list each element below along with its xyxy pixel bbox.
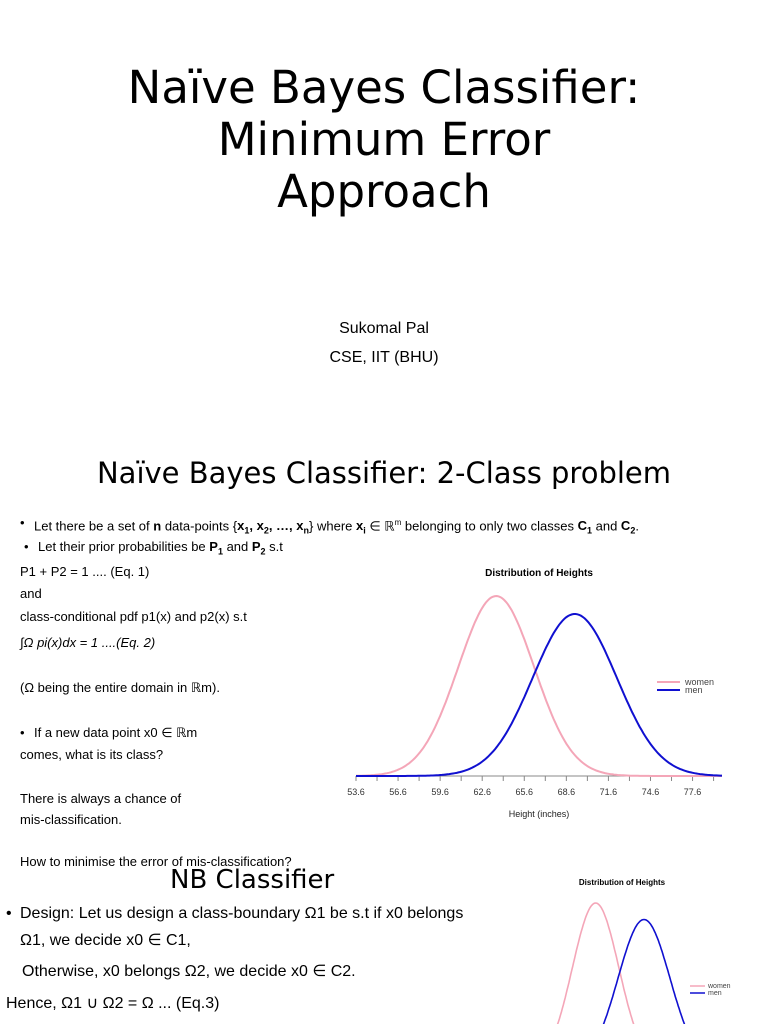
- design-bullet: • Design: Let us design a class-boundary Ω1 be s.t if x0 belongs: [6, 905, 464, 922]
- and-line: and: [20, 586, 42, 601]
- bullet-new-point: • If a new data point x0 ∈ ℝm: [34, 724, 197, 741]
- misclass-line: mis-classification.: [20, 812, 122, 827]
- comes-line: comes, what is its class?: [20, 747, 164, 762]
- x-tick-label: 71.6: [599, 787, 618, 797]
- slide1-title: [0, 62, 768, 218]
- x-tick-label: 53.6: [347, 787, 365, 797]
- women-series-line: [356, 596, 722, 776]
- howto-line: How to minimise the error of mis-classification?: [20, 854, 292, 867]
- x-tick-label: 65.6: [515, 787, 534, 797]
- distribution-chart-small: [500, 868, 768, 1024]
- title-line-3: Approach: [277, 165, 491, 218]
- legend2-men-label: men: [708, 990, 722, 997]
- title-line-1: Naïve Bayes Classifier:: [127, 61, 641, 114]
- eq2-line: ∫Ω pi(x)dx = 1 ....(Eq. 2): [20, 635, 156, 650]
- bullet-datapoints: • Let there be a set of n data-points {$x_1$, $x_2$, …, $x_n$} where $x_i$ ∈ ℝ$^m$ belonging to only two classes $C_1$ and $C_2$.: [34, 514, 639, 540]
- x-tick-label: 59.6: [431, 787, 449, 797]
- title-line-2: Minimum Error: [217, 113, 551, 166]
- men-series-line-small: [530, 920, 720, 1024]
- chart2-title: Distribution of Heights: [578, 878, 666, 887]
- x-tick-label: 68.6: [557, 787, 576, 797]
- x-tick-label: 74.6: [641, 787, 660, 797]
- author-name: Sukomal Pal: [339, 320, 429, 337]
- author-affiliation: CSE, IIT (BHU): [329, 349, 439, 366]
- men-series-line: [356, 614, 722, 776]
- women-series-line-small: [530, 903, 720, 1024]
- x-tick-label: 62.6: [473, 787, 491, 797]
- always-line: There is always a chance of: [20, 791, 182, 806]
- hence-line: Hence, Ω1 ∪ Ω2 = Ω ... (Eq.3): [6, 995, 220, 1012]
- legend-women-label: women: [685, 677, 715, 687]
- slide3-title: NB Classifier: [170, 865, 335, 895]
- x-tick-label: 77.6: [683, 787, 702, 797]
- decide-line: Ω1, we decide x0 ∈ C1,: [20, 932, 191, 949]
- x-tick-label: 56.6: [389, 787, 407, 797]
- slide2-title: Naïve Bayes Classifier: 2-Class problem: [96, 456, 672, 490]
- ccpdf-line: class-conditional pdf p1(x) and p2(x) s.t: [20, 609, 247, 624]
- otherwise-line: Otherwise, x0 belongs Ω2, we decide x0 ∈ C2.: [22, 963, 356, 980]
- chart-title: Distribution of Heights: [485, 568, 593, 579]
- omega-note: (Ω being the entire domain in ℝm).: [20, 680, 220, 695]
- distribution-chart: [330, 560, 740, 830]
- bullet-priors: • Let their prior probabilities be $P_1$ and $P_2$ s.t: [38, 538, 283, 561]
- eq1-line: P1 + P2 = 1 .... (Eq. 1): [20, 564, 150, 579]
- legend-men-label: men: [685, 685, 703, 695]
- x-axis-label: Height (inches): [508, 809, 570, 819]
- legend2-women-label: women: [708, 983, 731, 990]
